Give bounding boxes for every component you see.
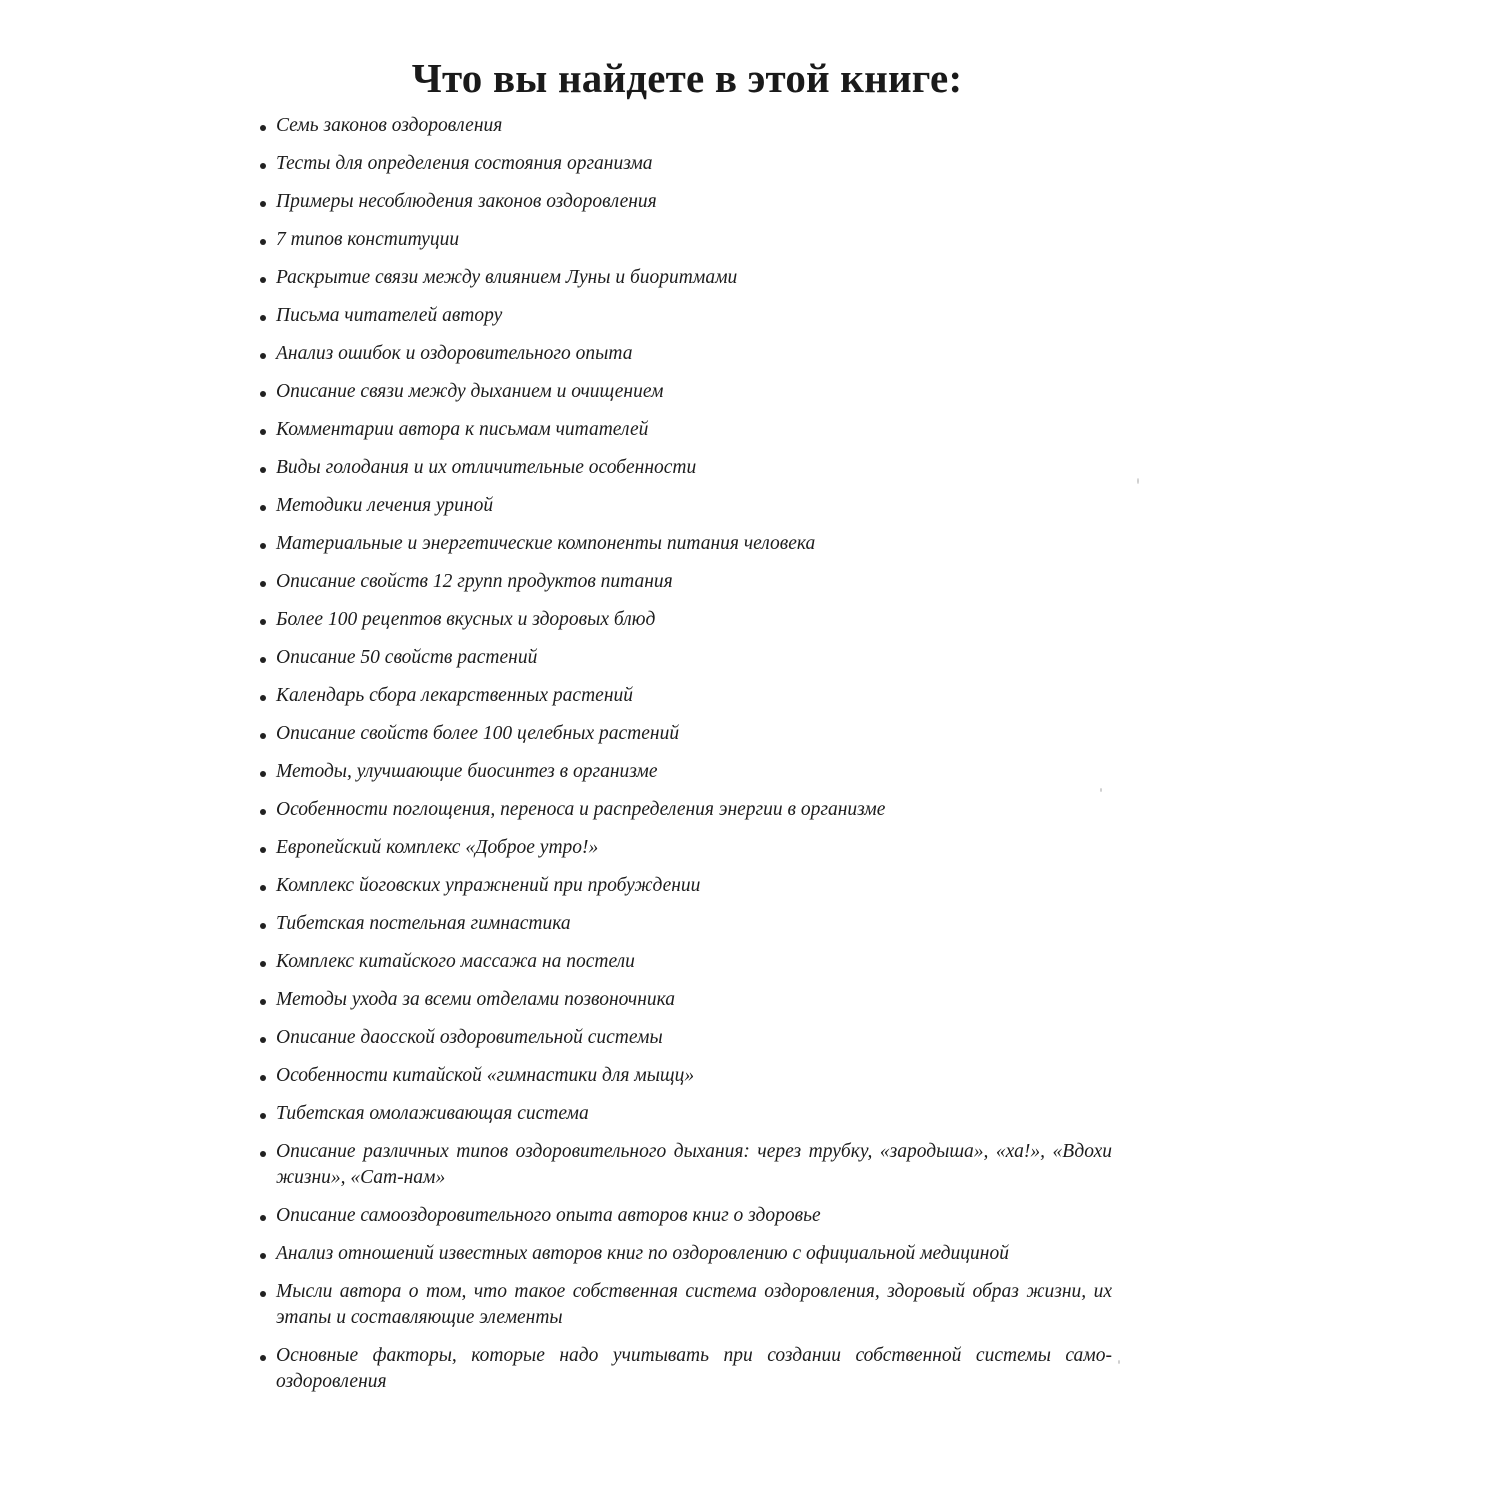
list-item xyxy=(260,493,1112,519)
bullet-icon xyxy=(260,619,266,625)
list-item xyxy=(260,1101,1112,1127)
bullet-icon xyxy=(260,1215,266,1221)
list-item xyxy=(260,569,1112,595)
bullet-icon xyxy=(260,543,266,549)
list-item-text: Особенности поглощения, переноса и распределения энергии в организме xyxy=(276,799,886,820)
list-item-text: Особенности китайской «гимнастики для мыщц» xyxy=(276,1065,695,1086)
list-item-text: Примеры несоблюдения законов оздоровления xyxy=(276,191,657,212)
list-item-text: Комплекс йоговских упражнений при пробуждении xyxy=(276,875,701,896)
list-item-text: Описание 50 свойств растений xyxy=(276,647,538,668)
list-item xyxy=(260,835,1112,861)
bullet-icon xyxy=(260,885,266,891)
list-item-text: Тибетская омолаживающая система xyxy=(276,1103,589,1124)
bullet-icon xyxy=(260,1291,266,1297)
list-item-text: Методики лечения уриной xyxy=(276,495,494,516)
list-item-text: Описание свойств более 100 целебных растений xyxy=(276,723,680,744)
list-item-text: 7 типов конституции xyxy=(276,229,460,250)
list-item xyxy=(260,189,1112,215)
list-item xyxy=(260,265,1112,291)
list-item xyxy=(260,911,1112,937)
list-item xyxy=(260,1025,1112,1051)
list-item-text: Виды голодания и их отличительные особенности xyxy=(276,457,697,478)
list-item xyxy=(260,759,1112,785)
list-item xyxy=(260,455,1112,481)
bullet-icon xyxy=(260,999,266,1005)
bullet-icon xyxy=(260,467,266,473)
list-item xyxy=(260,341,1112,367)
list-item-text: Методы, улучшающие биосинтез в организме xyxy=(276,761,658,782)
bullet-icon xyxy=(260,809,266,815)
list-item xyxy=(260,379,1112,405)
list-item-text: Комплекс китайского массажа на постели xyxy=(276,951,635,972)
bullet-icon xyxy=(260,1075,266,1081)
bullet-icon xyxy=(260,847,266,853)
list-item-text: Методы ухода за всеми отделами позвоночника xyxy=(276,989,676,1010)
bullet-icon xyxy=(260,1113,266,1119)
list-item xyxy=(260,1241,1112,1267)
list-item xyxy=(260,1063,1112,1089)
list-item-text: Более 100 рецептов вкусных и здоровых блюд xyxy=(276,609,656,630)
list-item xyxy=(260,1139,1112,1191)
bullet-icon xyxy=(260,163,266,169)
list-item xyxy=(260,683,1112,709)
list-item xyxy=(260,227,1112,253)
bullet-icon xyxy=(260,505,266,511)
list-item xyxy=(260,645,1112,671)
list-item xyxy=(260,1279,1112,1331)
bullet-icon xyxy=(260,923,266,929)
bullet-icon xyxy=(260,201,266,207)
bullet-icon xyxy=(260,581,266,587)
bullet-icon xyxy=(260,695,266,701)
list-item-text: Основные факторы, которые надо учитывать при создании собственной системы само-оздоровления xyxy=(276,1345,1112,1392)
list-item-text: Анализ отношений известных авторов книг по оздоровлению с официальной медициной xyxy=(276,1243,1009,1264)
list-item xyxy=(260,949,1112,975)
list-item-text: Комментарии автора к письмам читателей xyxy=(276,419,649,440)
list-item-text: Европейский комплекс «Доброе утро!» xyxy=(276,837,599,858)
bullet-icon xyxy=(260,1355,266,1361)
bullet-icon xyxy=(260,125,266,131)
list-item xyxy=(260,303,1112,329)
feature-list xyxy=(260,113,1112,1407)
scan-speck-decoration xyxy=(1100,788,1102,792)
scan-speck-decoration xyxy=(1118,1360,1120,1364)
list-item-text: Описание связи между дыханием и очищением xyxy=(276,381,664,402)
list-item-text: Календарь сбора лекарственных растений xyxy=(276,685,633,706)
bullet-icon xyxy=(260,391,266,397)
bullet-icon xyxy=(260,1253,266,1259)
list-item-text: Материальные и энергетические компоненты питания человека xyxy=(276,533,816,554)
list-item-text: Описание свойств 12 групп продуктов питания xyxy=(276,571,673,592)
bullet-icon xyxy=(260,429,266,435)
bullet-icon xyxy=(260,961,266,967)
list-item-text: Описание различных типов оздоровительного дыхания: через трубку, «зародыша», «ха!», «Вдохи жизни», «Сат-нам» xyxy=(276,1141,1112,1188)
list-item-text: Тесты для определения состояния организма xyxy=(276,153,653,174)
bullet-icon xyxy=(260,657,266,663)
bullet-icon xyxy=(260,771,266,777)
list-item xyxy=(260,531,1112,557)
scan-speck-decoration xyxy=(1137,478,1139,484)
bullet-icon xyxy=(260,1151,266,1157)
list-item xyxy=(260,113,1112,139)
page-title: Что вы найдете в этой книге: xyxy=(411,55,963,101)
list-item xyxy=(260,417,1112,443)
list-item-text: Описание самооздоровительного опыта авторов книг о здоровье xyxy=(276,1205,821,1226)
list-item-text: Раскрытие связи между влиянием Луны и биоритмами xyxy=(276,267,738,288)
list-item-text: Тибетская постельная гимнастика xyxy=(276,913,571,934)
list-item-text: Мысли автора о том, что такое собственная система оздоровления, здоровый образ жизни, их этапы и составляющие элементы xyxy=(276,1281,1112,1328)
list-item xyxy=(260,607,1112,633)
bullet-icon xyxy=(260,315,266,321)
bullet-icon xyxy=(260,353,266,359)
list-item-text: Письма читателей автору xyxy=(276,305,503,326)
list-item-text: Описание даосской оздоровительной системы xyxy=(276,1027,663,1048)
list-item xyxy=(260,987,1112,1013)
list-item xyxy=(260,721,1112,747)
list-item xyxy=(260,1343,1112,1395)
list-item-text: Семь законов оздоровления xyxy=(276,115,503,136)
list-item xyxy=(260,873,1112,899)
bullet-icon xyxy=(260,733,266,739)
bullet-icon xyxy=(260,1037,266,1043)
bullet-icon xyxy=(260,239,266,245)
bullet-icon xyxy=(260,277,266,283)
list-item xyxy=(260,151,1112,177)
list-item xyxy=(260,797,1112,823)
list-item xyxy=(260,1203,1112,1229)
list-item-text: Анализ ошибок и оздоровительного опыта xyxy=(276,343,633,364)
